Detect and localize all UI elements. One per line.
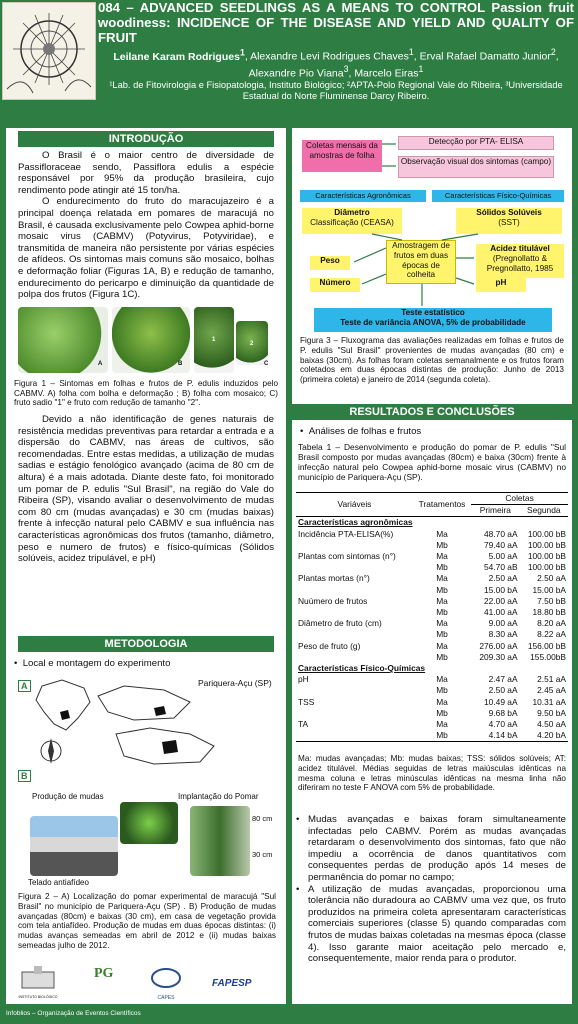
left-column bbox=[6, 128, 286, 1004]
sao-paulo-map bbox=[94, 682, 194, 722]
physicochemical-rows bbox=[296, 663, 568, 742]
table-row bbox=[296, 618, 568, 629]
seedlings-photo bbox=[120, 802, 178, 844]
table-row bbox=[296, 529, 568, 540]
col-header-treatments: Tratamentos bbox=[413, 493, 471, 517]
row-second: 7.50 bB bbox=[537, 595, 566, 606]
group-physicochemical: Características Físico-Químicas bbox=[298, 663, 426, 674]
row-second: 100.00 bB bbox=[527, 562, 566, 573]
row-treatment: Mb bbox=[413, 730, 471, 742]
row-treatment: Ma bbox=[436, 640, 448, 651]
author-name: Alexandre Levi Rodrigues Chaves bbox=[250, 50, 409, 63]
row-variable: Nuúmero de frutos bbox=[298, 595, 368, 606]
compass-icon bbox=[36, 736, 66, 766]
row-treatment: Ma bbox=[436, 696, 448, 707]
leaf-bubble-photo bbox=[18, 307, 108, 373]
row-treatment: Ma bbox=[436, 595, 448, 606]
soluble-solids-label: Sólidos Solúveis bbox=[476, 208, 542, 217]
row-treatment: Ma bbox=[436, 573, 448, 584]
authors: Leilane Karam Rodrigues$^1$, Alexandre Levi Rodrigues Chaves$^1$, Erval Rafael Damatto Junior$^2$, Alexandre Pio Viana$^3$, Marcelo Eiras$^1$ bbox=[113, 47, 559, 80]
row-treatment: Mb bbox=[436, 562, 448, 573]
author-sup: 2 bbox=[550, 47, 556, 57]
fapesp-logo: FAPESP bbox=[212, 978, 252, 989]
soluble-solids-box bbox=[456, 208, 562, 234]
acidity-label: Acidez titulável bbox=[490, 244, 550, 253]
row-first: 10.49 aA bbox=[484, 696, 518, 707]
intro-paragraph-1: O Brasil é o maior centro de diversidade de Passifloraceae sendo, Passiflora edulis a espécie responsável por 95% da produção brasileira, cujo rendimento pode atingir até 15 ton/ha. bbox=[18, 150, 274, 196]
row-first: 276.00 aA bbox=[479, 640, 518, 651]
visual-observation-box: Observação visual dos sintomas (campo) bbox=[398, 156, 554, 178]
author-name: Marcelo Eiras bbox=[354, 67, 419, 80]
photo-label: 2 bbox=[250, 340, 254, 347]
table-row bbox=[296, 596, 568, 607]
row-variable bbox=[296, 685, 413, 696]
table-row bbox=[296, 585, 568, 596]
conclusion-item: • Mudas avançadas e baixas foram simultaneamente infectadas pelo CABMV. Porém as mudas avançadas retardaram o desenvolvimento dos sintomas, fato que não impediu a ocorrência de danos quantitativos com consequentes perdas de produção após 14 meses de permanência do pomar no campo; bbox=[296, 814, 566, 883]
row-first: 48.70 aA bbox=[484, 528, 518, 539]
row-variable bbox=[296, 652, 413, 663]
row-second: 156.00 bB bbox=[527, 640, 566, 651]
results-bullet: • Análises de folhas e frutos bbox=[300, 426, 422, 437]
row-second: 4.20 bA bbox=[520, 730, 568, 742]
row-treatment: Mb bbox=[436, 584, 448, 595]
row-second: 8.20 aA bbox=[537, 618, 566, 629]
figure-1-photos bbox=[18, 307, 274, 379]
col-header-first: Primeira bbox=[471, 505, 519, 517]
acidity-box bbox=[476, 244, 564, 278]
row-treatment: Mb bbox=[436, 707, 448, 718]
row-first: 8.30 aA bbox=[488, 629, 518, 640]
row-variable bbox=[296, 562, 413, 573]
table-row bbox=[296, 562, 568, 573]
figure-2-label-b: B bbox=[18, 770, 31, 782]
brazil-map bbox=[32, 678, 92, 734]
test-title: Teste estatístico bbox=[401, 308, 465, 317]
row-second: 18.80 bB bbox=[532, 607, 566, 618]
row-first: 9.00 aA bbox=[488, 618, 518, 629]
capes-logo bbox=[146, 966, 186, 1001]
results-bullet-text: Análises de folhas e frutos bbox=[308, 426, 422, 437]
row-variable bbox=[296, 708, 413, 719]
row-second: 155.00bB bbox=[530, 651, 566, 662]
row-treatment: Ma bbox=[436, 674, 448, 685]
author-sup: 1 bbox=[408, 47, 414, 57]
footer bbox=[0, 1006, 578, 1024]
figure-2-label-a: A bbox=[18, 680, 31, 692]
conclusion-text: A utilização de mudas avançadas, proporcionou uma tolerância não duradoura ao CABMV uma vez que, os fruto produzidos na primeira coleta apresentaram características comerciais superiores (classe 5) quando comparadas com frutos de mudas baixas coletadas na mesmas época (classe 4). Isso garante maior aceitação pelo mercado e, consequentemente, maior renda para o produtor. bbox=[308, 883, 566, 965]
table-1-caption: Tabela 1 – Desenvolvimento e produção do pomar de P. edulis "Sul Brasil composto por mudas avançadas (80cm) e baixa (30cm) frente à infecção natural pelo Cowpea aphid-borne mosaic virus (CABMV) no município de Pariquera-Açu (SP). bbox=[298, 442, 566, 482]
table-row bbox=[296, 685, 568, 696]
diameter-label: Diâmetro bbox=[334, 208, 370, 217]
metodologia-heading: METODOLOGIA bbox=[18, 636, 274, 652]
statistical-test-box bbox=[314, 308, 552, 332]
footer-text: Infoblios – Organização de Eventos Científicos bbox=[6, 1010, 141, 1017]
pta-elisa-box: Detecção por PTA- ELISA bbox=[398, 136, 554, 150]
greenhouse-label: Telado antiafídeo bbox=[28, 878, 89, 887]
photo-label: B bbox=[178, 360, 183, 367]
pg-logo: PG bbox=[94, 966, 114, 981]
photo-label: A bbox=[98, 360, 103, 367]
seedling-production-label: Produção de mudas bbox=[32, 792, 104, 801]
row-second: 4.50 aA bbox=[537, 719, 566, 730]
author-name: Leilane Karam Rodrigues bbox=[113, 50, 240, 63]
test-description: Teste de variância ANOVA, 5% de probabilidade bbox=[340, 317, 526, 327]
agronomic-header-box: Características Agronômicas bbox=[300, 190, 426, 202]
row-treatment: Ma bbox=[436, 551, 448, 562]
photo-label: 1 bbox=[212, 336, 216, 343]
row-variable: pH bbox=[298, 674, 309, 685]
row-first: 4.70 aA bbox=[488, 719, 518, 730]
figure-1-caption: Figura 1 – Sintomas em folhas e frutos de P. edulis induzidos pelo CABMV. A) folha com bolha e deformação ; B) folha com mosaico; C) fruto sadio "1" e fruto com redução de tamanho "2". bbox=[14, 378, 278, 408]
table-row bbox=[296, 540, 568, 551]
row-first: 2.47 aA bbox=[488, 674, 518, 685]
height-80-label: 80 cm bbox=[252, 814, 273, 823]
height-30-label: 30 cm bbox=[252, 850, 273, 859]
table-row bbox=[296, 697, 568, 708]
author-name: Alexandre Pio Viana bbox=[248, 67, 344, 80]
classification-label: Classificação (CEASA) bbox=[310, 217, 394, 227]
row-variable bbox=[296, 585, 413, 596]
row-variable bbox=[296, 730, 413, 742]
municipality-map bbox=[110, 724, 220, 766]
row-variable bbox=[296, 629, 413, 640]
row-treatment: Mb bbox=[436, 607, 448, 618]
row-second: 2.51 aA bbox=[537, 674, 566, 685]
poster-header bbox=[0, 0, 578, 128]
row-treatment: Ma bbox=[436, 528, 448, 539]
sst-label: (SST) bbox=[498, 217, 520, 227]
row-second: 2.45 aA bbox=[537, 685, 566, 696]
acidity-reference: (Pregnollatto & Pregnollatto, 1985 bbox=[486, 253, 554, 273]
conclusion-text: Mudas avançadas e baixas foram simultaneamente infectadas pelo CABMV. Porém as mudas avançadas retardaram o desenvolvimento dos sintomas, fato que não impediu a ocorrência de danos quantitativos com consequentes perdas de produção após 14 meses de permanência do pomar no campo; bbox=[308, 814, 566, 883]
row-variable: TSS bbox=[298, 696, 315, 707]
fruit-sampling-box: Amostragem de frutos em duas épocas de colheita bbox=[386, 240, 456, 284]
poster-title: 084 – ADVANCED SEEDLINGS AS A MEANS TO CONTROL Passion fruit woodiness: INCIDENCE OF THE DISEASE AND YIELD AND QUALITY OF FRUIT bbox=[98, 0, 574, 45]
row-treatment: Mb bbox=[436, 629, 448, 640]
col-header-variables: Variáveis bbox=[296, 493, 413, 517]
row-second: 8.22 aA bbox=[537, 629, 566, 640]
row-second: 9.50 bA bbox=[537, 707, 566, 718]
table-row bbox=[296, 719, 568, 730]
orchard-implantation-label: Implantação do Pomar bbox=[178, 792, 259, 801]
row-second: 10.31 aA bbox=[532, 696, 566, 707]
table-1-note: Ma: mudas avançadas; Mb: mudas baixas; TSS: sólidos solúveis; AT: acidez titulável. Médias seguidas de letras maiúsculas idênticas na mesma coluna e letras minúsculas idênticas na mesma linha não diferiram no teste F ANOVA com 5% de probabilidade. bbox=[298, 754, 566, 793]
intro-heading: INTRODUÇÃO bbox=[18, 131, 274, 147]
author-sup: 1 bbox=[418, 64, 424, 74]
row-first: 9.68 bA bbox=[488, 707, 518, 718]
row-second: 2.50 aA bbox=[537, 573, 566, 584]
figure-2 bbox=[14, 674, 280, 872]
instituto-biologico-logo bbox=[16, 966, 60, 1000]
location-label: Pariquera-Açu (SP) bbox=[198, 678, 272, 688]
table-1 bbox=[296, 492, 568, 742]
row-variable: Peso de fruto (g) bbox=[298, 640, 361, 651]
row-treatment: Mb bbox=[436, 685, 448, 696]
row-variable bbox=[296, 540, 413, 551]
logo-text: INSTITUTO BIOLÓGICO bbox=[18, 995, 58, 999]
group-agronomic: Características agronômicas bbox=[298, 517, 413, 528]
col-header-second: Segunda bbox=[520, 505, 568, 517]
row-second: 100.00 bB bbox=[527, 551, 566, 562]
right-column bbox=[292, 128, 572, 1004]
row-variable: TA bbox=[298, 719, 309, 730]
affiliations: ¹Lab. de Fitovirologia e Fisiopatologia, Instituto Biológico; ²APTA-Polo Regional Vale do Ribeira, ³Universidade Estadual do Norte Fluminense Darcy Ribeiro. bbox=[109, 80, 563, 101]
passion-fruit-drawing-logo bbox=[2, 2, 96, 100]
table-row bbox=[296, 708, 568, 719]
row-treatment: Ma bbox=[436, 618, 448, 629]
row-first: 2.50 aA bbox=[488, 685, 518, 696]
author-sup: 1 bbox=[239, 47, 245, 57]
row-first: 41.00 aA bbox=[484, 607, 518, 618]
metodologia-bullet: • Local e montagem do experimento bbox=[14, 658, 171, 669]
row-variable: Plantas mortas (n°) bbox=[298, 573, 370, 584]
table-row bbox=[296, 674, 568, 685]
number-box: Número bbox=[310, 278, 360, 292]
row-variable: Diâmetro de fruto (cm) bbox=[298, 618, 382, 629]
row-second: 100.00 bB bbox=[527, 528, 566, 539]
row-treatment: Mb bbox=[436, 539, 448, 550]
table-row bbox=[296, 607, 568, 618]
author-name: Erval Rafael Damatto Junior bbox=[419, 50, 551, 63]
table-row bbox=[296, 652, 568, 663]
row-variable: Incidência PTA-ELISA(%) bbox=[298, 528, 394, 539]
results-table bbox=[296, 492, 568, 742]
row-second: 15.00 bA bbox=[532, 584, 566, 595]
row-first: 209.30 aA bbox=[479, 651, 518, 662]
figure-3-caption: Figura 3 – Fluxograma das avaliações realizadas em folhas e frutos de P. edulis "Sul Brasil" provenientes de mudas avançadas (80 cm) e baixas (30cm). As folhas foram coletas semanalmente e os frutos foram coletados em duas épocas distintas de produção: Junho de 2013 (primeira coleta) e janeiro de 2014 (segunda coleta). bbox=[300, 336, 564, 385]
intro-paragraph-3: Devido a não identificação de genes naturais de resistência medidas preventivas para retardar a entrada e a dispersão do CABMV, nas áreas de cultivos, são recomendadas. Entre estas medidas, a utilização de mudas sadias e estágio fenológico avançado (acima de 80 cm de altura) é a mais adotada. Diante deste fato, foi monitorado um pomar de P. edulis "Sul Brasil", na região do Vale do Ribeira (SP), visando avaliar o desenvolvimento de mudas com 80 cm (mudas avançadas) e 30 cm (mudas baixas) frente à infecção natural pelo CABMV e sua influência nas características agronômicas dos frutos (tamanho, diâmetro, peso e numero de frutos) e físico-químicas (Sólidos solúveis, acidez tripulável, e pH) bbox=[18, 414, 274, 565]
col-header-collections: Coletas bbox=[471, 493, 568, 505]
row-treatment: Ma bbox=[436, 719, 448, 730]
sponsor-logos bbox=[14, 966, 280, 1002]
physicochemical-header-box: Características Físico-Químicas bbox=[432, 190, 564, 202]
results-heading: RESULTADOS E CONCLUSÕES bbox=[292, 404, 572, 420]
row-first: 15.00 bA bbox=[484, 584, 518, 595]
table-row bbox=[296, 641, 568, 652]
figure-2-caption: Figura 2 – A) Localização do pomar experimental de maracujá "Sul Brasil" no município de Pariquera-Açu (SP) . B) Produção de mudas avançadas (80cm) e baixas (30 cm), em casa de vegetação provida com tela antiafídeo. Produção de mudas em duas épocas distintas: (i) mudas avanças semeadas em abril de 2012 e (ii) mudas baixas semeadas julho de 2012. bbox=[18, 892, 276, 950]
table-row bbox=[296, 629, 568, 640]
photo-label: C bbox=[264, 360, 269, 367]
row-first: 5.00 aA bbox=[488, 551, 518, 562]
row-first: 4.14 bA bbox=[471, 730, 519, 742]
orchard-photo bbox=[190, 806, 250, 876]
weight-box: Peso bbox=[310, 256, 350, 270]
row-treatment: Mb bbox=[436, 651, 448, 662]
author-sup: 3 bbox=[343, 64, 349, 74]
diameter-box bbox=[302, 208, 402, 234]
conclusion-item: • A utilização de mudas avançadas, proporcionou uma tolerância não duradoura ao CABMV uma vez que, os fruto produzidos na primeira coleta apresentaram características comerciais superiores (classe 5) quando comparadas com frutos de mudas baixas coletadas na mesmas época (classe 4). Isso garante maior aceitação pelo mercado e, consequentemente, maior renda para o produtor. bbox=[296, 883, 566, 965]
row-variable: Plantas com sintomas (n°) bbox=[298, 551, 396, 562]
row-first: 22.00 aA bbox=[484, 595, 518, 606]
monthly-sampling-box: Coletas mensais da amostras de folha bbox=[302, 140, 382, 172]
row-second: 100.00 bB bbox=[527, 539, 566, 550]
row-first: 2.50 aA bbox=[488, 573, 518, 584]
row-first: 54.70 aB bbox=[484, 562, 518, 573]
intro-paragraph-2: O endurecimento do fruto do maracujazeiro é a principal doença relatada em pomares de maracujá no Brasil, é causada exclusivamente pelo Cowpea aphid-borne mosaic virus (CABMV) (Potyvirus, Potyviridae), e transmitida de maneira não persistente por várias espécies de afídeos. Os sintomas mais comuns são mosaico, bolhas e deformação foliar (Figuras 1A, B) e redução de tamanho, endurecimento do pericarpo e diminuição da quantidade de polpa dos frutos (Figura 1C). bbox=[18, 196, 274, 301]
flowchart bbox=[292, 128, 572, 336]
ph-box: pH bbox=[476, 278, 526, 292]
agronomic-rows bbox=[296, 517, 568, 663]
metodologia-bullet-text: Local e montagem do experimento bbox=[22, 658, 171, 669]
table-row bbox=[296, 551, 568, 562]
logo-text: CAPES bbox=[157, 995, 175, 1001]
row-first: 79.40 aA bbox=[484, 539, 518, 550]
conclusions bbox=[296, 814, 566, 965]
greenhouse-photo bbox=[30, 816, 118, 876]
table-row bbox=[296, 730, 568, 742]
row-variable bbox=[296, 607, 413, 618]
table-row bbox=[296, 573, 568, 584]
